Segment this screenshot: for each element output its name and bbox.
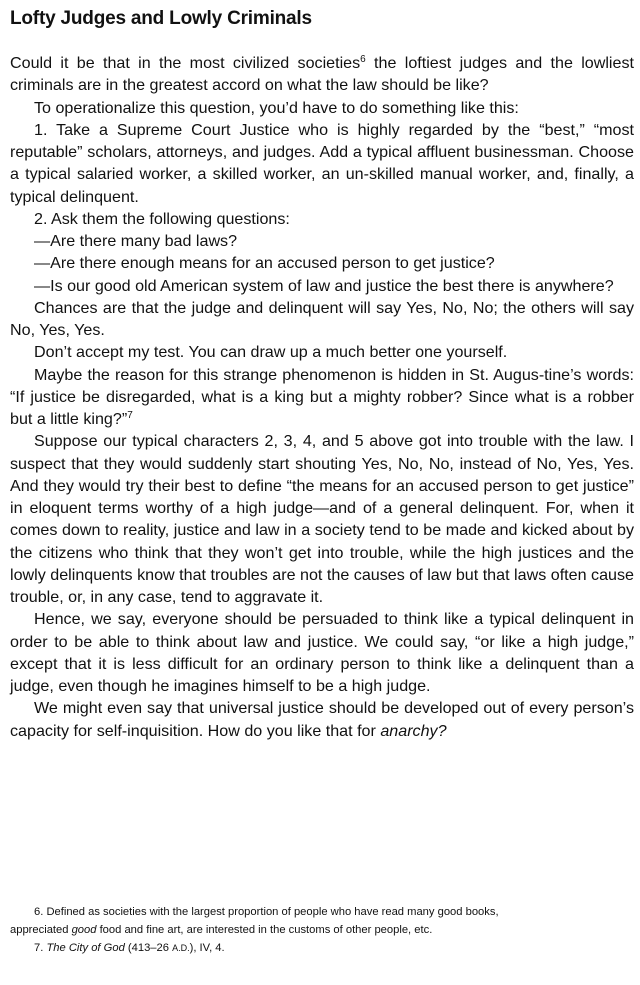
question-1: —Are there many bad laws? xyxy=(34,232,238,250)
footnote-era: A.D. xyxy=(172,943,190,953)
paragraph-text: Maybe the reason for this strange phenomenon is hidden in St. Augus-tine’s words: “If justice be disregarded, what is a king but a mighty robber? Since what is a robber but a little king?” xyxy=(10,365,634,428)
paragraph-text: We might even say that universal justice should be developed out of every person’s capacity for self-inquisition. How do you like that for xyxy=(10,699,634,740)
footnote-text: food and fine art, are interested in the customs of other people, etc. xyxy=(96,924,433,936)
footnote-book-title: The City of God xyxy=(46,942,125,954)
paragraph-augustine xyxy=(10,364,634,431)
footnote-6-line-2 xyxy=(10,921,640,939)
paragraph-text: Could it be that in the most civilized societies xyxy=(10,54,361,72)
footnote-text: appreciated xyxy=(10,924,72,936)
paragraph-step-1: 1. Take a Supreme Court Justice who is highly regarded by the “best,” “most reputable” scholars, attorneys, and judges. Add a typical affluent businessman. Choose a typical salaried worker, a skilled worker, an un-skilled manual worker, and, finally, a typical delinquent. xyxy=(10,120,634,206)
footnote-text: ), IV, 4. xyxy=(189,942,225,954)
footnote-text: (413–26 xyxy=(124,942,173,954)
paragraph-chances: Chances are that the judge and delinquent will say Yes, No, No; the others will say No, Yes, Yes. xyxy=(10,298,634,339)
section-title: Lofty Judges and Lowly Criminals xyxy=(10,8,312,29)
footnote-number: 7. xyxy=(34,942,47,954)
page xyxy=(10,0,634,985)
footnote-ref-7: 7 xyxy=(127,410,133,421)
footnote-ref-6: 6 xyxy=(360,54,366,65)
paragraph-intro xyxy=(10,52,634,97)
question-2: —Are there enough means for an accused person to get justice? xyxy=(34,254,495,273)
question-3: —Is our good old American system of law and justice the best there is anywhere? xyxy=(34,276,614,295)
paragraph-step-2: 2. Ask them the following questions: xyxy=(34,209,290,228)
footnote-emphasis: good xyxy=(71,924,97,936)
paragraph-anarchy xyxy=(10,697,634,742)
body-text xyxy=(10,52,634,742)
footnotes xyxy=(10,903,640,957)
paragraph-test: Don’t accept my test. You can draw up a much better one yourself. xyxy=(34,343,508,362)
paragraph-hence: Hence, we say, everyone should be persuaded to think like a typical delinquent in order to be able to think about law and justice. We could say, “or like a high judge,” except that it is less difficult for an ordinary person to think like a delinquent than a judge, even though he imagines himself to be a high judge. xyxy=(10,610,634,695)
footnote-7 xyxy=(10,939,640,957)
paragraph-operationalize: To operationalize this question, you’d have to do something like this: xyxy=(34,98,519,117)
footnote-6-line-1: 6. Defined as societies with the largest proportion of people who have read many good books, xyxy=(34,906,499,918)
paragraph-text: the loftiest judges and the lowliest criminals are in the greatest accord on what the law should be like? xyxy=(10,54,634,95)
emphasis-anarchy: anarchy? xyxy=(380,721,447,740)
paragraph-suppose: Suppose our typical characters 2, 3, 4, and 5 above got into trouble with the law. I suspect that they would suddenly start shouting Yes, No, No, instead of No, Yes, Yes. And they would try their best to define “the means for an accused person to get justice” in eloquent terms worthy of a high judge—and of a general delinquent. For, when it comes down to reality, justice and law in a society tend to be made and kicked about by the citizens who think that they won’t get into trouble, while the high justices and the lowly delinquents know that troubles are not the causes of law but that laws often cause trouble, or, in any case, tend to aggravate it. xyxy=(10,432,634,606)
